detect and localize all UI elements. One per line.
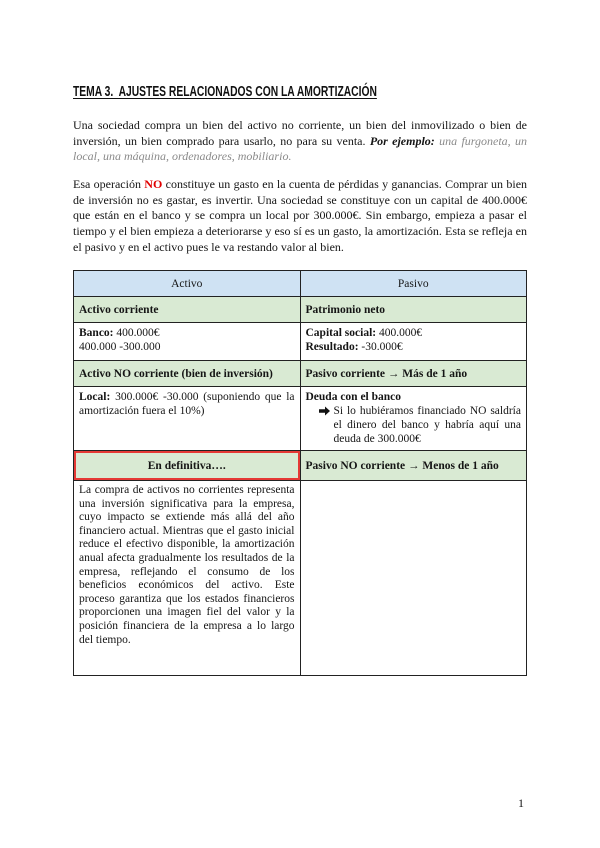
table-header-row: [74, 271, 527, 297]
arrow-right-icon: [319, 406, 330, 416]
header-activo: Activo: [74, 271, 301, 297]
result-value: -30.000€: [361, 341, 403, 353]
empty-cell: [300, 481, 527, 676]
local-label: Local:: [79, 391, 111, 403]
local-value: 300.000€ -30.000 (suponiendo que la amortización fuera el 10%): [79, 391, 295, 417]
debt-bullet-text: Si lo hubiéramos financiado NO saldría el dinero del banco y habría aquí una deuda de 300.000€: [333, 405, 521, 445]
non-current-assets-heading: Activo NO corriente (bien de inversión): [74, 361, 301, 387]
debt-bullet: [306, 404, 522, 446]
result-label: Resultado:: [305, 341, 359, 353]
page-number: 1: [518, 796, 524, 810]
operation-text-after: constituye un gasto en la cuenta de pérdidas y ganancias. Comprar un bien de inversión no es gastar, es invertir. Una sociedad se constituye con un capital de 400.000€ que están en el banco y se compra un local por 300.000€. Sin embargo, empieza a pasar el tiempo y el bien empieza a deteriorarse y eso sí es un gasto, la amortización. Esta se refleja en el pasivo y en el activo pues le va restando valor al bien.: [73, 177, 528, 254]
equity-heading: Patrimonio neto: [300, 297, 527, 323]
operation-emphasis: NO: [144, 177, 163, 191]
table-row: [74, 323, 527, 361]
intro-paragraph: [73, 118, 527, 165]
table-row: [74, 481, 527, 676]
table-row: [74, 361, 527, 387]
summary-heading: En definitiva….: [74, 451, 301, 481]
debt-cell: [300, 387, 527, 451]
page-title: TEMA 3. AJUSTES RELACIONADOS CON LA AMORTIZACIÓN: [73, 84, 377, 100]
current-liabilities-heading: Pasivo corriente → Más de 1 año: [300, 361, 527, 387]
equity-cell: [300, 323, 527, 361]
debt-label: Deuda con el banco: [305, 391, 402, 403]
example-label: Por ejemplo:: [369, 133, 435, 148]
current-assets-heading: Activo corriente: [74, 297, 301, 323]
table-row: [74, 451, 527, 481]
intro-text: Una sociedad compra un bien del activo no corriente, un bien del inmovilizado o bien de inversión, un bien comprado para usarlo, no para su venta.: [73, 118, 527, 148]
local-cell: [74, 387, 301, 451]
table-row: [74, 297, 527, 323]
bank-value: 400.000€: [116, 327, 160, 339]
header-pasivo: Pasivo: [300, 271, 527, 297]
operation-paragraph: [73, 177, 527, 256]
example-text: una furgoneta, un local, una máquina, ordenadores, mobiliario.: [73, 133, 528, 164]
bank-label: Banco:: [79, 327, 114, 339]
operation-text-before: Esa operación: [73, 177, 141, 191]
table-row: [74, 387, 527, 451]
summary-text: La compra de activos no corrientes representa una inversión significativa para la empresa, cuyo impacto se extiende más allá del año financiero actual. Mientras que el gasto inicial reduce el efectivo disponible, la amortización anual afecta gradualmente los resultados de la empresa, reflejando el consumo de los beneficios económicos del activo. Este proceso garantiza que los estados financieros proporcionen una imagen fiel del valor y la posición financiera de la empresa a lo largo del tiempo.: [74, 481, 301, 676]
capital-label: Capital social:: [305, 327, 377, 339]
bank-calc: 400.000 -300.000: [79, 341, 161, 353]
balance-table: [73, 270, 527, 676]
bank-cell: [74, 323, 301, 361]
capital-value: 400.000€: [378, 327, 423, 339]
non-current-liabilities-heading: Pasivo NO corriente → Menos de 1 año: [300, 451, 527, 481]
